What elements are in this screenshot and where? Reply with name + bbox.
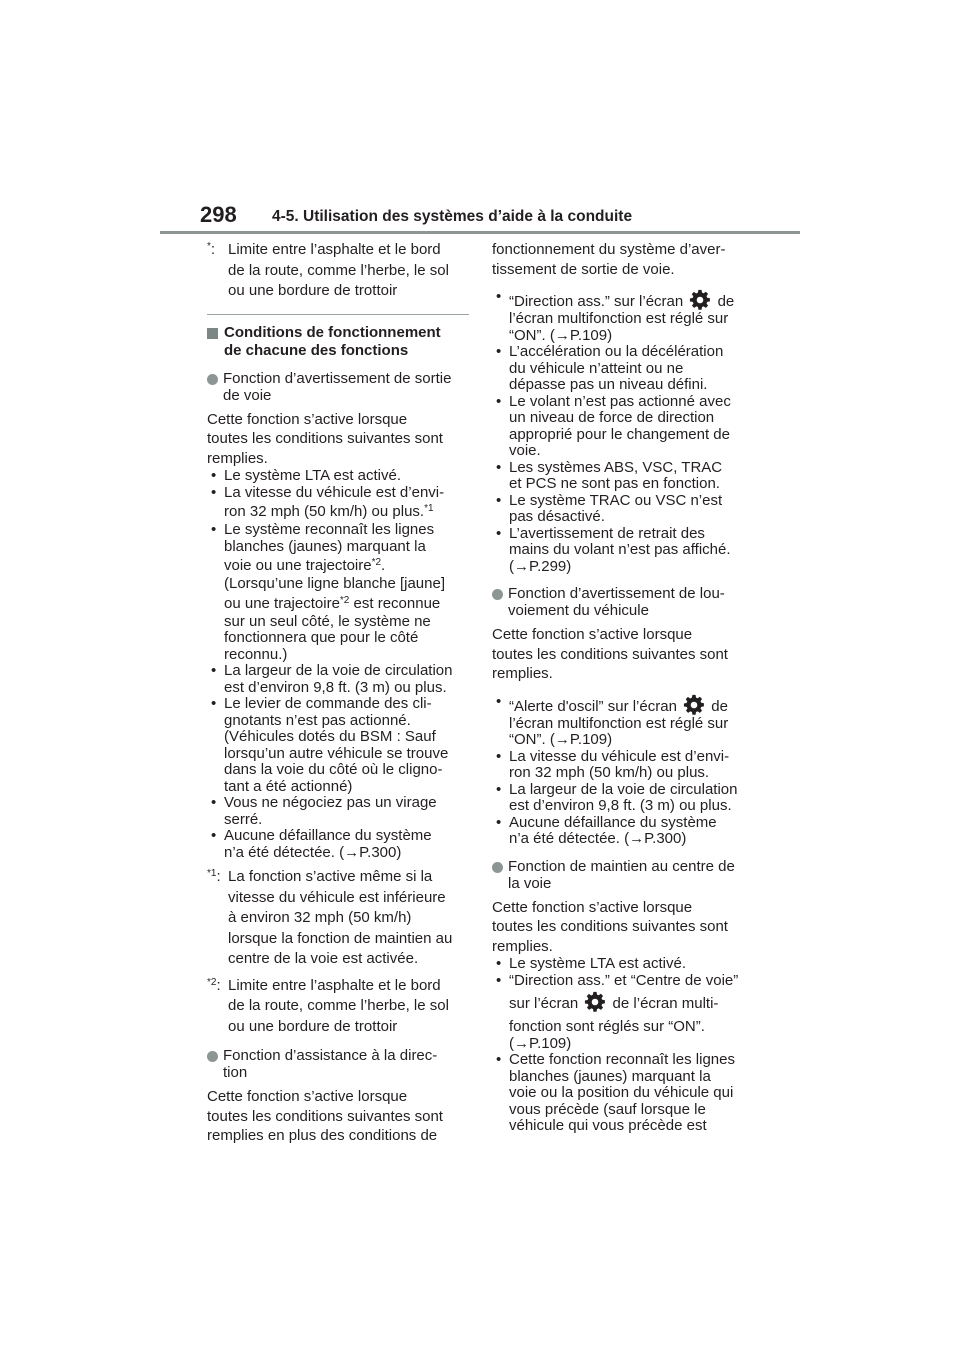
- section-heading-line: de chacune des fonctions: [224, 341, 409, 359]
- list-item: • Aucune défaillance du système n’a été détectée. (→P.300): [211, 827, 432, 861]
- list-item: • “Direction ass.” sur l’écran de l’écran multifonction est réglé sur “ON”. (→P.109): [496, 288, 735, 344]
- footnote-top: [207, 240, 469, 302]
- gear-icon: [584, 991, 606, 1013]
- round-bullet-icon: [492, 862, 503, 873]
- square-bullet-icon: [207, 328, 218, 339]
- round-bullet-icon: [207, 1051, 218, 1062]
- right-column: [492, 240, 754, 1135]
- page-header: [0, 0, 960, 240]
- page-reference: P.109): [569, 731, 613, 748]
- footnote-colon: :: [210, 241, 216, 258]
- list-item: • Le système reconnaît les lignes blanches (jaunes) marquant la voie ou une trajectoire$^{*2}$. (Lorsqu’une ligne blanche [jaune] ou une trajectoire$^{*2}$ est reconnue sur un seul côté, le système ne fonctionnera que pour le côté reconnu.): [211, 521, 445, 663]
- footnote-line: de la route, comme l’herbe, le sol: [228, 261, 449, 279]
- list-item: • L’avertissement de retrait des mains du volant n’est pas affiché. (→P.299): [496, 524, 731, 575]
- intro-line: remplies.: [492, 665, 553, 682]
- footnote-mark: *: [207, 241, 211, 252]
- lane-centering-heading: Fonction de maintien au centre de la voie: [492, 858, 754, 892]
- list-item: • “Direction ass.” et “Centre de voie” sur l’écran de l’écran multi- fonction sont réglés sur “ON”. (→P.109): [496, 971, 739, 1052]
- footnote-mark: *1: [207, 868, 217, 879]
- chapter-title: 4-5. Utilisation des systèmes d’aide à la conduite: [272, 208, 633, 225]
- continued-line: tissement de sortie de voie.: [492, 260, 675, 278]
- footnote-2: $^{*2}$: Limite entre l’asphalte et le bord de la route, comme l’herbe, le sol ou une bordure de trottoir: [207, 976, 449, 1035]
- arrow-icon: →: [514, 557, 529, 575]
- page-reference: P.299): [529, 557, 572, 575]
- list-item: • Le levier de commande des cli- gnotants n’est pas actionné. (Véhicules dotés du BSM : Sauf lorsqu’un autre véhicule se trouve dans la voie du côté où le cligno- tant a été actionné): [211, 695, 449, 795]
- footnote-line: Limite entre l’asphalte et le bord: [228, 241, 441, 258]
- list-item: • La largeur de la voie de circulation est d’environ 9,8 ft. (3 m) ou plus.: [496, 780, 738, 814]
- list-item: • La vitesse du véhicule est d’envi- ron 32 mph (50 km/h) ou plus.: [496, 747, 730, 781]
- list-item: • “Alerte d'oscil” sur l’écran de l’écran multifonction est réglé sur “ON”. (→P.109): [496, 692, 729, 748]
- footnote-ref: *1: [424, 503, 434, 514]
- page-reference: P.109): [569, 326, 613, 344]
- footnote-mark: *2: [207, 976, 217, 988]
- continued-line: fonctionnement du système d’aver-: [492, 241, 726, 258]
- list-item: • Les systèmes ABS, VSC, TRAC et PCS ne sont pas en fonction.: [496, 458, 723, 492]
- sway-warning-heading: Fonction d’avertissement de lou- voiement du véhicule: [492, 585, 754, 619]
- gear-icon: [689, 289, 711, 311]
- intro-line: toutes les conditions suivantes sont: [207, 1107, 443, 1125]
- list-item: • Le système TRAC ou VSC n’est pas désactivé.: [496, 491, 723, 525]
- section-heading: [207, 324, 469, 360]
- subheading-line: de voie: [223, 386, 272, 404]
- arrow-icon: →: [554, 326, 570, 344]
- arrow-icon: →: [554, 731, 570, 748]
- list-item: • Le système LTA est activé.: [496, 955, 687, 972]
- page-number: 298: [200, 202, 237, 227]
- intro-line: remplies.: [492, 937, 553, 955]
- list-item: • Vous ne négociez pas un virage serré.: [211, 794, 437, 828]
- intro-line: Cette fonction s’active lorsque: [207, 1088, 408, 1105]
- intro-line: Cette fonction s’active lorsque: [492, 626, 693, 643]
- section-divider: [207, 314, 469, 315]
- page-reference: P.109): [529, 1034, 572, 1052]
- page-reference: P.300): [644, 830, 687, 847]
- arrow-icon: →: [514, 1034, 529, 1052]
- arrow-icon: →: [344, 843, 360, 861]
- intro-line: remplies.: [207, 449, 268, 467]
- subheading-line: Fonction d’avertissement de sortie: [223, 369, 452, 387]
- list-item: • La vitesse du véhicule est d’envi- ron 32 mph (50 km/h) ou plus.$^{*1}$: [211, 483, 445, 520]
- list-item: • Le système LTA est activé.: [211, 467, 402, 484]
- intro-line: Cette fonction s’active lorsque: [492, 898, 693, 916]
- intro-line: Cette fonction s’active lorsque: [207, 410, 408, 428]
- steering-assist-heading: Fonction d’assistance à la direc- tion: [207, 1047, 469, 1081]
- condition-list: [492, 289, 754, 575]
- list-item: • Cette fonction reconnaît les lignes blanches (jaunes) marquant la voie ou la position du véhicule qui vous précède (sauf lorsque le véhicule qui vous précède est: [496, 1051, 735, 1134]
- list-item: • L’accélération ou la décélération du véhicule n’atteint ou ne dépasse pas un niveau défini.: [496, 343, 724, 393]
- page-reference: P.300): [359, 843, 402, 861]
- condition-list: [207, 468, 469, 861]
- intro-line: toutes les conditions suivantes sont: [492, 645, 728, 663]
- footnote-ref: *2: [371, 557, 382, 568]
- footnote-1: $^{*1}$: La fonction s’active même si la vitesse du véhicule est inférieure à environ 32 mph (50 km/h) lorsque la fonction de maintien au centre de la voie est activée.: [207, 868, 453, 967]
- arrow-icon: →: [629, 830, 645, 847]
- gear-icon: [683, 694, 705, 716]
- left-column: [207, 240, 469, 1146]
- list-item: • Le volant n’est pas actionné avec un niveau de force de direction approprié pour le changement de voie.: [496, 392, 731, 459]
- condition-list: [492, 956, 754, 1135]
- header-rule: [160, 231, 800, 234]
- intro-line: remplies en plus des conditions de: [207, 1127, 438, 1144]
- lane-departure-heading: [207, 370, 469, 404]
- round-bullet-icon: [492, 589, 503, 600]
- footnote-ref: *2: [339, 594, 350, 606]
- list-item: • La largeur de la voie de circulation est d’environ 9,8 ft. (3 m) ou plus.: [211, 662, 453, 696]
- list-item: • Aucune défaillance du système n’a été détectée. (→P.300): [496, 813, 717, 847]
- section-heading-line: Conditions de fonctionnement: [224, 323, 441, 341]
- condition-list: [492, 694, 754, 848]
- intro-line: toutes les conditions suivantes sont: [207, 430, 443, 447]
- footnote-line: ou une bordure de trottoir: [228, 282, 398, 299]
- round-bullet-icon: [207, 374, 218, 385]
- intro-line: toutes les conditions suivantes sont: [492, 918, 728, 935]
